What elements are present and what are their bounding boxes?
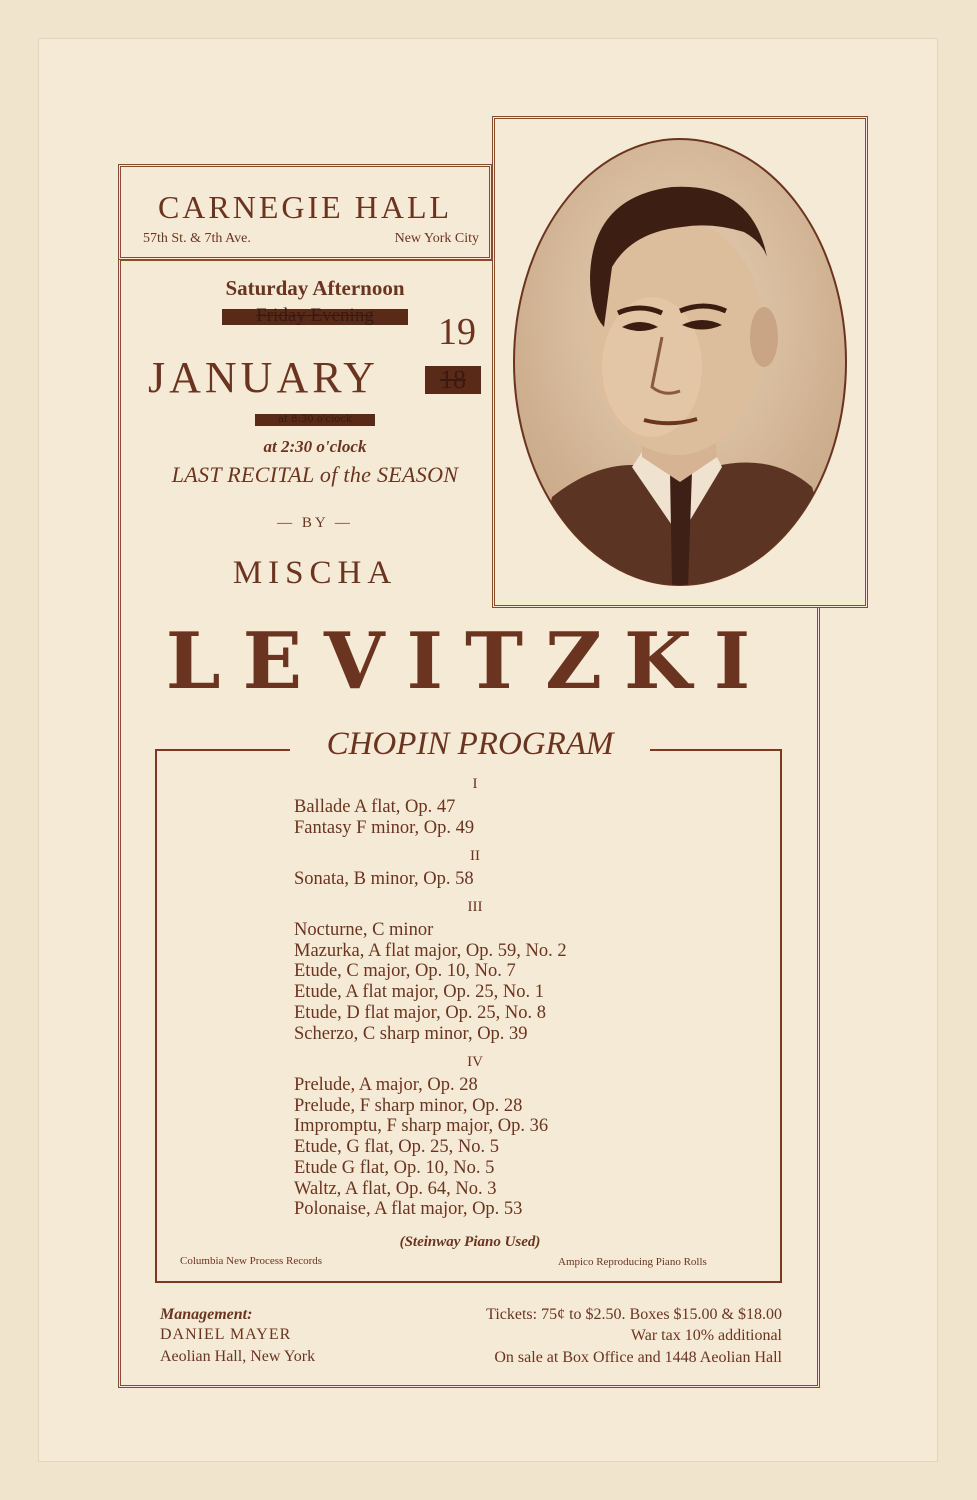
work-item: Scherzo, C sharp minor, Op. 39 xyxy=(294,1023,528,1044)
artist-first-name: MISCHA xyxy=(232,555,398,591)
ticket-prices: Tickets: 75¢ to $2.50. Boxes $15.00 & $18.00 xyxy=(486,1306,782,1323)
work-item: Waltz, A flat, Op. 64, No. 3 xyxy=(294,1178,497,1199)
work-item: Ballade A flat, Op. 47 xyxy=(294,797,456,817)
management-label: Management: xyxy=(160,1306,253,1323)
artist-portrait xyxy=(512,137,848,587)
part-works xyxy=(294,920,567,1044)
struck-time xyxy=(255,414,375,426)
day-of-week: Saturday Afternoon xyxy=(225,276,405,300)
struck-date-text: 18 xyxy=(440,365,466,394)
work-item: Etude, C major, Op. 10, No. 7 xyxy=(294,961,516,982)
records-credit: Columbia New Process Records xyxy=(180,1255,323,1267)
event-subtitle: LAST RECITAL of the SEASON xyxy=(171,462,459,487)
program-title: CHOPIN PROGRAM xyxy=(290,726,650,763)
concert-time: at 2:30 o'clock xyxy=(263,437,367,456)
work-item: Fantasy F minor, Op. 49 xyxy=(294,817,475,838)
venue-street: 57th St. & 7th Ave. xyxy=(143,231,251,246)
work-item: Nocturne, C minor xyxy=(294,920,434,940)
venue-city: New York City xyxy=(394,231,479,246)
work-item: Prelude, A major, Op. 28 xyxy=(294,1075,478,1095)
work-item: Prelude, F sharp minor, Op. 28 xyxy=(294,1095,523,1116)
work-item: Impromptu, F sharp major, Op. 36 xyxy=(294,1116,549,1137)
work-item: Etude G flat, Op. 10, No. 5 xyxy=(294,1157,495,1178)
corrected-date: 19 xyxy=(438,311,476,353)
work-item: Etude, A flat major, Op. 25, No. 1 xyxy=(294,982,545,1003)
part-works xyxy=(294,797,474,838)
work-item: Mazurka, A flat major, Op. 59, No. 2 xyxy=(294,940,567,961)
war-tax-note: War tax 10% additional xyxy=(630,1327,782,1344)
venue-name: CARNEGIE HALL xyxy=(157,189,453,225)
part-works xyxy=(294,869,474,890)
struck-time-text: at 8:30 o'clock xyxy=(277,414,353,425)
part-works xyxy=(294,1075,548,1220)
month: JANUARY xyxy=(148,353,379,402)
work-item: Etude, D flat major, Op. 25, No. 8 xyxy=(294,1002,547,1023)
struck-day xyxy=(222,305,408,327)
work-item: Polonaise, A flat major, Op. 53 xyxy=(294,1199,523,1220)
work-item: Etude, G flat, Op. 25, No. 5 xyxy=(294,1137,500,1158)
on-sale-note: On sale at Box Office and 1448 Aeolian Hall xyxy=(494,1349,782,1366)
by-line: — BY — xyxy=(277,515,353,531)
piano-rolls-credit: Ampico Reproducing Piano Rolls xyxy=(558,1256,707,1268)
part-numeral: I xyxy=(472,776,478,792)
part-numeral: II xyxy=(470,848,480,864)
part-numeral: III xyxy=(467,899,483,915)
manager-address: Aeolian Hall, New York xyxy=(160,1348,316,1365)
piano-note: (Steinway Piano Used) xyxy=(399,1234,541,1250)
venue-header-box xyxy=(118,164,492,260)
manager-name: DANIEL MAYER xyxy=(160,1326,292,1343)
struck-date xyxy=(425,366,481,394)
struck-day-text: Friday Evening xyxy=(256,305,374,326)
artist-last-name: LEVITZKI xyxy=(165,616,773,707)
work-item: Sonata, B minor, Op. 58 xyxy=(294,869,474,889)
part-numeral: IV xyxy=(467,1054,483,1070)
